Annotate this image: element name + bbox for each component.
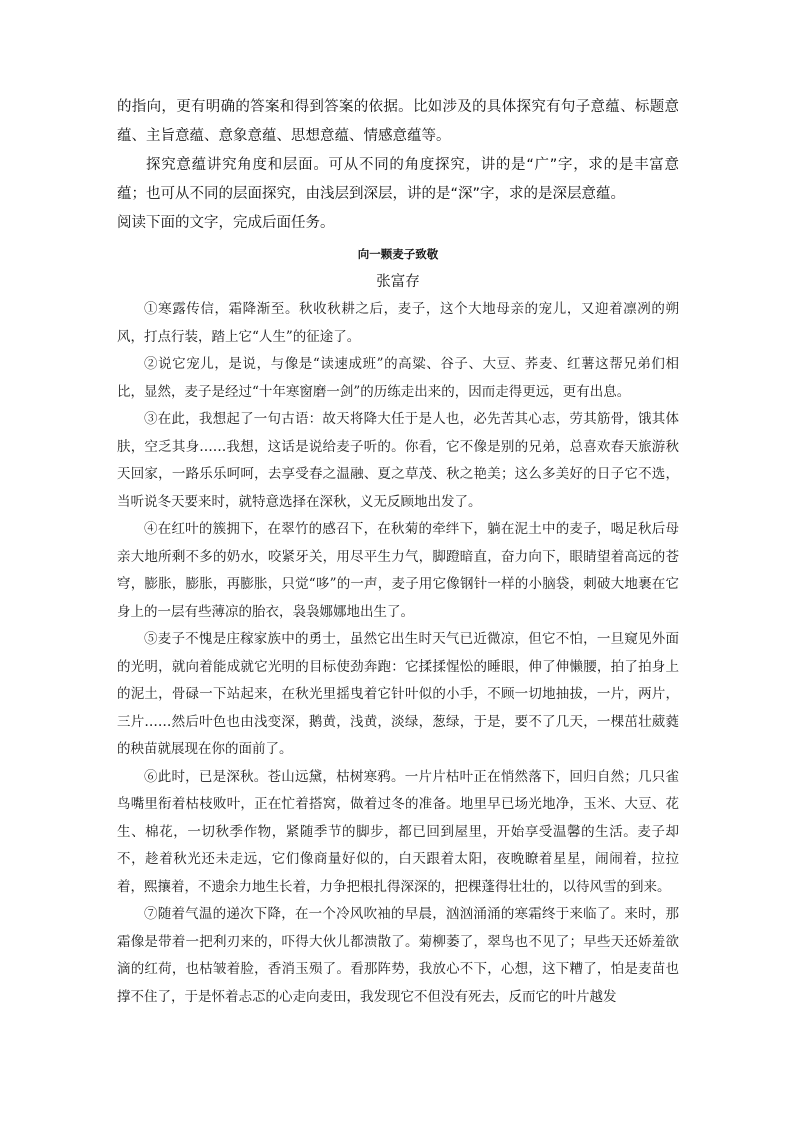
essay-paragraph-7: ⑦随着气温的递次下降，在一个冷风吹袖的早晨，汹汹涌涌的寒霜终于来临了。来时，那霜像是带着一把利刃来的，吓得大伙儿都溃散了。菊柳萎了，翠鸟也不见了；早些天还娇羞欲滴的红荷，也枯皱着脸，香消玉殒了。看那阵势，我放心不下，心想，这下糟了，怕是麦苗也撑不住了，于是怀着忐忑的心走向麦田，我发现它不但没有死去，反而它的叶片越发 (117, 906, 679, 1005)
essay-paragraph-6: ⑥此时，已是深秋。苍山远黛，枯树寒鸦。一片片枯叶正在悄然落下，回归自然；几只雀鸟嘴里衔着枯枝败叶，正在忙着搭窝，做着过冬的准备。地里早已场光地净，玉米、大豆、花生、棉花，一切秋季作物，紧随季节的脚步，都已回到屋里，开始享受温馨的生活。麦子却不，趁着秋光还未走远，它们像商量好似的，白天跟着太阳，夜晚瞭着星星，闹闹着，拉拉着，熙攘着，不遗余力地生长着，力争把根扎得深深的，把棵蓬得壮壮的，以待风雪的到来。 (117, 768, 679, 895)
essay-paragraph-1: ①寒露传信，霜降渐至。秋收秋耕之后，麦子，这个大地母亲的宠儿，又迎着凛冽的朔风，打点行装，踏上它“人生”的征途了。 (117, 301, 679, 345)
essay-author: 张富存 (376, 274, 420, 290)
intro-paragraph-1: 的指向，更有明确的答案和得到答案的依据。比如涉及的具体探究有句子意蕴、标题意蕴、主旨意蕴、意象意蕴、思想意蕴、情感意蕴等。 (117, 99, 679, 144)
document-content (117, 93, 679, 1011)
essay-paragraph-4: ④在红叶的簇拥下，在翠竹的感召下，在秋菊的牵绊下，躺在泥土中的麦子，喝足秋后母亲大地所剩不多的奶水，咬紧牙关，用尽平生力气，脚蹬暗直，奋力向下，眼睛望着高远的苍穹，膨胀，膨胀，再膨胀，只觉“哆”的一声，麦子用它像钢针一样的小脑袋，刺破大地裹在它身上的一层有些薄凉的胎衣，袅袅娜娜地出生了。 (117, 521, 679, 620)
essay-title: 向一颗麦子致敬 (357, 247, 439, 261)
essay-paragraph-3: ③在此，我想起了一句古语：故天将降大任于是人也，必先苦其心志，劳其筋骨，饿其体肤，空乏其身……我想，这话是说给麦子听的。你看，它不像是别的兄弟，总喜欢春天旅游秋天回家，一路乐乐呵呵，去享受春之温融、夏之草茂、秋之艳美；这么多美好的日子它不选，当听说冬天要来时，就特意选择在深秋，义无反顾地出发了。 (117, 411, 679, 510)
essay-paragraph-2: ②说它宠儿，是说，与像是“读速成班”的高粱、谷子、大豆、荞麦、红薯这帮兄弟们相比，显然，麦子是经过“十年寒窗磨一剑”的历练走出来的，因而走得更远，更有出息。 (117, 356, 679, 400)
task-instruction: 阅读下面的文字，完成后面任务。 (117, 215, 335, 231)
essay-paragraph-5: ⑤麦子不愧是庄稼家族中的勇士，虽然它出生时天气已近微凉，但它不怕，一旦窥见外面的光明，就向着能成就它光明的目标使劲奔跑：它揉揉惺忪的睡眼，伸了伸懒腰，拍了拍身上的泥土，骨碌一下站起来，在秋光里摇曳着它针叶似的小手，不顾一切地抽拔，一片，两片，三片……然后叶色也由浅变深，鹅黄，浅黄，淡绿，葱绿，于是，要不了几天，一棵茁壮葳蕤的秧苗就展现在你的面前了。 (117, 631, 679, 757)
intro-paragraph-2: 探究意蕴讲究角度和层面。可从不同的角度探究，讲的是“广”字，求的是丰富意蕴；也可从不同的层面探究，由浅层到深层，讲的是“深”字，求的是深层意蕴。 (117, 157, 679, 202)
